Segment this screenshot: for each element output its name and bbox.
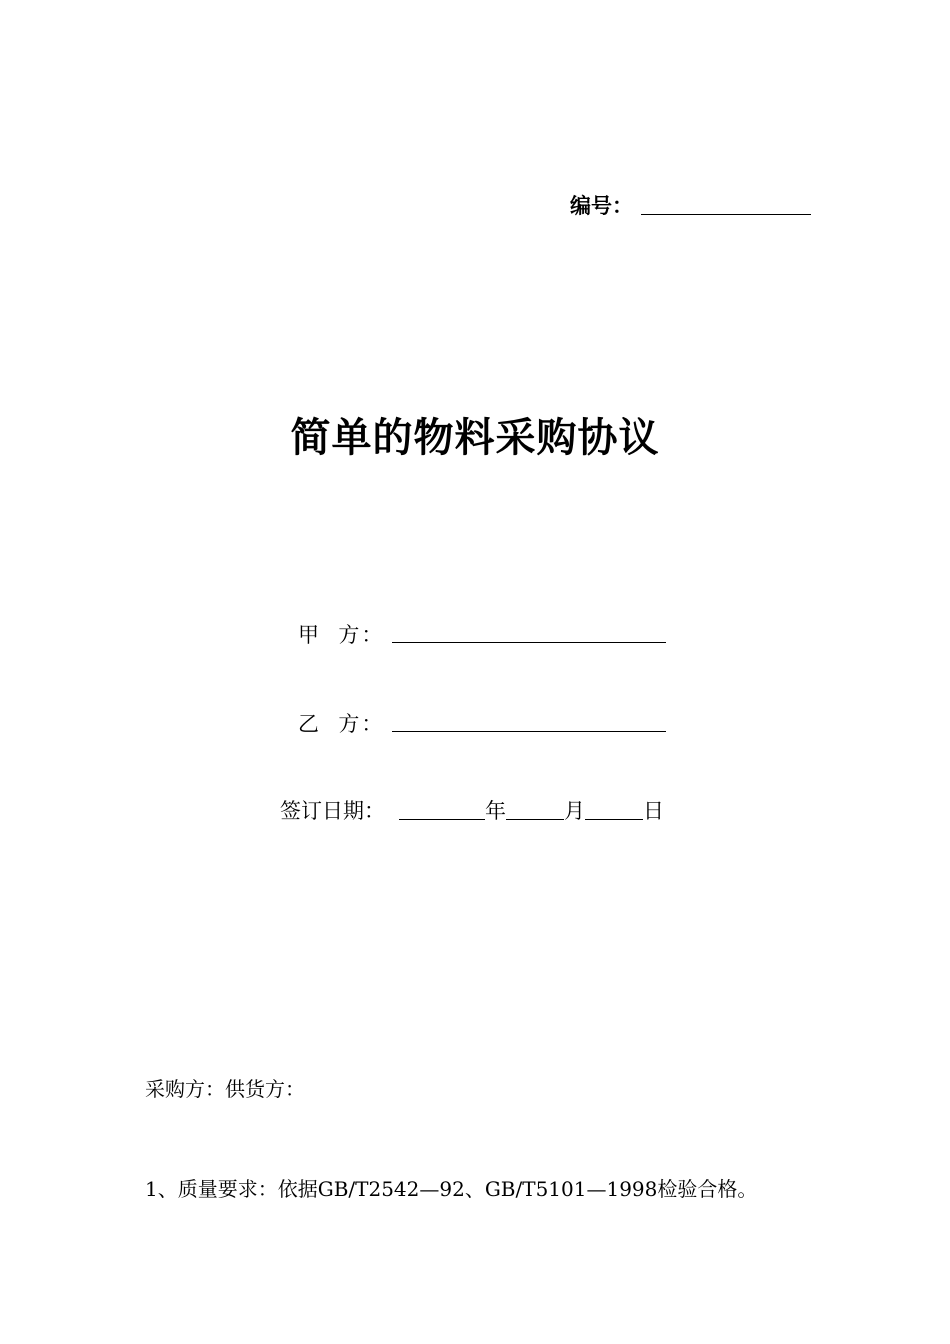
serial-number-label: 编号： [570,194,633,218]
signing-day-blank[interactable] [585,797,643,820]
signing-day-label: 日 [643,799,664,823]
signing-month-blank[interactable] [506,797,564,820]
party-b-label: 乙 方： [298,712,385,736]
party-b-blank[interactable] [392,709,666,732]
signing-date-label: 签订日期： [280,799,385,823]
document-title: 简单的物料采购协议 [290,415,660,461]
serial-number-field [570,190,811,220]
serial-number-blank[interactable] [641,192,811,215]
clause-1: 1、质量要求：依据GB/T2542—92、GB/T5101—1998检验合格。 [145,1177,758,1201]
party-b-field [298,706,666,738]
signing-year-label: 年 [485,799,506,823]
party-a-field [298,617,666,649]
signing-month-label: 月 [564,799,585,823]
signing-year-blank[interactable] [399,797,485,820]
party-a-blank[interactable] [392,620,666,643]
party-a-label: 甲 方： [298,623,385,647]
parties-line: 采购方：供货方： [145,1077,305,1101]
signing-date-field [280,793,664,825]
